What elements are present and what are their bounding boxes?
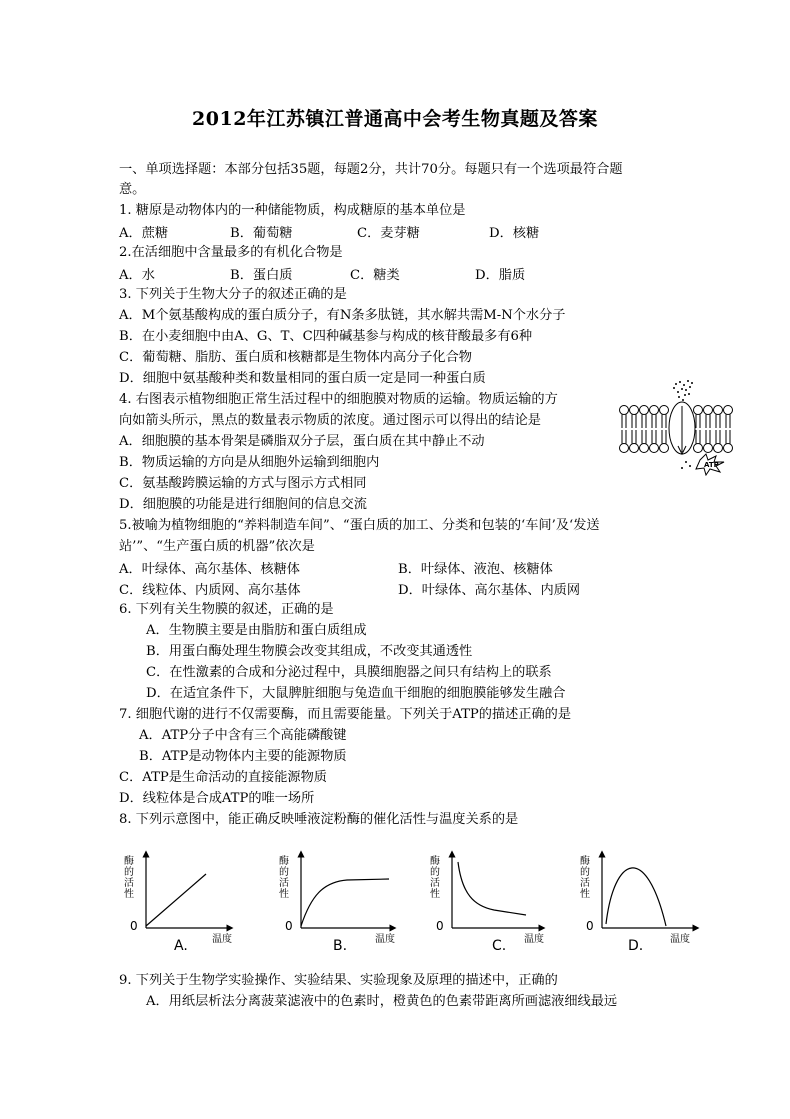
q6-option-d: D．在适宜条件下，大鼠脾脏细胞与兔造血干细胞的细胞膜能够发生融合 bbox=[146, 686, 566, 701]
page-title: 2012年江苏镇江普通高中会考生物真题及答案 bbox=[192, 108, 598, 130]
graph-b-xlabel: 温度 bbox=[375, 934, 395, 945]
graph-d-ylabel-4: 性 bbox=[580, 889, 590, 900]
graph-c bbox=[430, 854, 544, 954]
graph-a-ylabel-1: 酶 bbox=[124, 856, 134, 867]
q5-stem-line2: 站’”、“生产蛋白质的机器”依次是 bbox=[119, 539, 315, 554]
graph-b-ylabel-1: 酶 bbox=[279, 856, 289, 867]
q2-option-a: A．水 bbox=[119, 268, 155, 283]
q1-option-b: B．葡萄糖 bbox=[230, 226, 293, 241]
graph-a-ylabel-4: 性 bbox=[124, 889, 134, 900]
graph-a-curve bbox=[146, 874, 206, 926]
q1-stem: 1. 糖原是动物体内的一种储能物质，构成糖原的基本单位是 bbox=[119, 203, 466, 218]
q8-stem: 8. 下列示意图中，能正确反映唾液淀粉酶的催化活性与温度关系的是 bbox=[119, 812, 519, 827]
q4-stem-line1: 4. 右图表示植物细胞正常生活过程中的细胞膜对物质的运输。物质运输的方 bbox=[119, 392, 558, 407]
graph-c-curve bbox=[458, 862, 526, 915]
q3-option-a: A．M个氨基酸构成的蛋白质分子，有N条多肽链，其水解共需M-N个水分子 bbox=[119, 308, 566, 323]
graph-c-xlabel: 温度 bbox=[524, 934, 544, 945]
q6-option-a: A．生物膜主要是由脂肪和蛋白质组成 bbox=[146, 623, 367, 638]
q5-option-d: D．叶绿体、高尔基体、内质网 bbox=[398, 583, 581, 598]
atp-label: ATP bbox=[704, 461, 719, 469]
concentration-dots bbox=[673, 380, 693, 469]
q2-stem: 2.在活细胞中含量最多的有机化合物是 bbox=[119, 245, 343, 260]
q6-stem: 6. 下列有关生物膜的叙述，正确的是 bbox=[119, 602, 334, 617]
graph-c-letter: C. bbox=[492, 938, 507, 954]
graph-b-ylabel-2: 的 bbox=[279, 867, 289, 878]
graph-b-ylabel-4: 性 bbox=[279, 889, 289, 900]
q3-option-c: C．葡萄糖、脂肪、蛋白质和核糖都是生物体内高分子化合物 bbox=[119, 350, 472, 365]
graph-d-letter: D. bbox=[628, 938, 644, 954]
graph-a-ylabel-2: 的 bbox=[124, 867, 134, 878]
q9-option-a: A．用纸层析法分离菠菜滤液中的色素时，橙黄色的色素带距离所画滤液细线最远 bbox=[146, 994, 618, 1009]
graph-a bbox=[124, 854, 232, 954]
q1-option-c: C．麦芽糖 bbox=[357, 226, 420, 241]
atp-burst-icon bbox=[696, 454, 724, 475]
q2-option-b: B．蛋白质 bbox=[230, 268, 293, 283]
graph-b-letter: B. bbox=[333, 938, 348, 954]
q6-option-c: C．在性激素的合成和分泌过程中，具膜细胞器之间只有结构上的联系 bbox=[146, 665, 552, 680]
graph-d-ylabel-2: 的 bbox=[580, 867, 590, 878]
graph-b-origin: 0 bbox=[285, 919, 293, 933]
graph-d-curve bbox=[606, 868, 666, 926]
graph-a-origin: 0 bbox=[130, 919, 138, 933]
q1-option-a: A．蔗糖 bbox=[119, 226, 169, 241]
graph-b-ylabel-3: 活 bbox=[279, 878, 289, 889]
graph-a-ylabel-3: 活 bbox=[124, 878, 134, 889]
q7-option-a: A．ATP分子中含有三个高能磷酸键 bbox=[139, 728, 347, 743]
q6-option-b: B．用蛋白酶处理生物膜会改变其组成，不改变其通透性 bbox=[146, 644, 473, 659]
q2-option-d: D．脂质 bbox=[475, 268, 526, 283]
q3-option-b: B．在小麦细胞中由A、G、T、C四种碱基参与构成的核苷酸最多有6种 bbox=[119, 329, 533, 344]
q3-stem: 3. 下列关于生物大分子的叙述正确的是 bbox=[119, 287, 347, 302]
graph-c-ylabel-1: 酶 bbox=[430, 856, 440, 867]
phospholipid-lower-row bbox=[620, 430, 733, 453]
graph-c-ylabel-4: 性 bbox=[430, 889, 440, 900]
q7-option-d: D．线粒体是合成ATP的唯一场所 bbox=[119, 791, 315, 806]
section-intro-line1: 一、单项选择题：本部分包括35题，每题2分，共计70分。每题只有一个选项最符合题 bbox=[119, 162, 623, 177]
q4-option-c: C．氨基酸跨膜运输的方式与图示方式相同 bbox=[119, 476, 367, 491]
graph-c-origin: 0 bbox=[436, 919, 444, 933]
section-intro-line2: 意。 bbox=[119, 182, 146, 197]
phospholipid-upper-row bbox=[620, 406, 733, 429]
graph-b-curve bbox=[301, 879, 389, 926]
graph-c-ylabel-2: 的 bbox=[430, 867, 440, 878]
q7-stem: 7. 细胞代谢的进行不仅需要酶，而且需要能量。下列关于ATP的描述正确的是 bbox=[119, 707, 572, 722]
q2-option-c: C．糖类 bbox=[350, 268, 400, 283]
q7-option-c: C．ATP是生命活动的直接能源物质 bbox=[119, 770, 327, 785]
q9-stem: 9. 下列关于生物学实验操作、实验结果、实验现象及原理的描述中，正确的 bbox=[119, 973, 558, 988]
q4-stem-line2: 向如箭头所示，黑点的数量表示物质的浓度。通过图示可以得出的结论是 bbox=[119, 413, 541, 428]
q3-option-d: D．细胞中氨基酸种类和数量相同的蛋白质一定是同一种蛋白质 bbox=[119, 371, 486, 386]
graph-b bbox=[279, 854, 395, 954]
q5-option-c: C．线粒体、内质网、高尔基体 bbox=[119, 583, 301, 598]
graph-a-xlabel: 温度 bbox=[212, 934, 232, 945]
cell-membrane-transport-diagram bbox=[612, 376, 742, 476]
graph-d-ylabel-3: 活 bbox=[580, 878, 590, 889]
q5-stem-line1: 5.被喻为植物细胞的“养料制造车间”、“蛋白质的加工、分类和包装的‘车间’及‘发送 bbox=[119, 518, 600, 533]
graph-d-xlabel: 温度 bbox=[670, 934, 690, 945]
q4-option-b: B．物质运输的方向是从细胞外运输到细胞内 bbox=[119, 455, 380, 470]
q1-option-d: D．核糖 bbox=[489, 226, 540, 241]
q5-option-b: B．叶绿体、液泡、核糖体 bbox=[398, 562, 553, 577]
q4-option-a: A．细胞膜的基本骨架是磷脂双分子层，蛋白质在其中静止不动 bbox=[119, 434, 485, 449]
graph-d bbox=[580, 854, 696, 954]
q4-option-d: D．细胞膜的功能是进行细胞间的信息交流 bbox=[119, 497, 367, 512]
graph-c-ylabel-3: 活 bbox=[430, 878, 440, 889]
q7-option-b: B．ATP是动物体内主要的能源物质 bbox=[139, 749, 347, 764]
q5-option-a: A．叶绿体、高尔基体、核糖体 bbox=[119, 562, 300, 577]
graph-d-ylabel-1: 酶 bbox=[580, 856, 590, 867]
graph-a-letter: A. bbox=[174, 938, 188, 954]
graph-d-origin: 0 bbox=[586, 919, 594, 933]
q8-graphs bbox=[118, 846, 718, 958]
